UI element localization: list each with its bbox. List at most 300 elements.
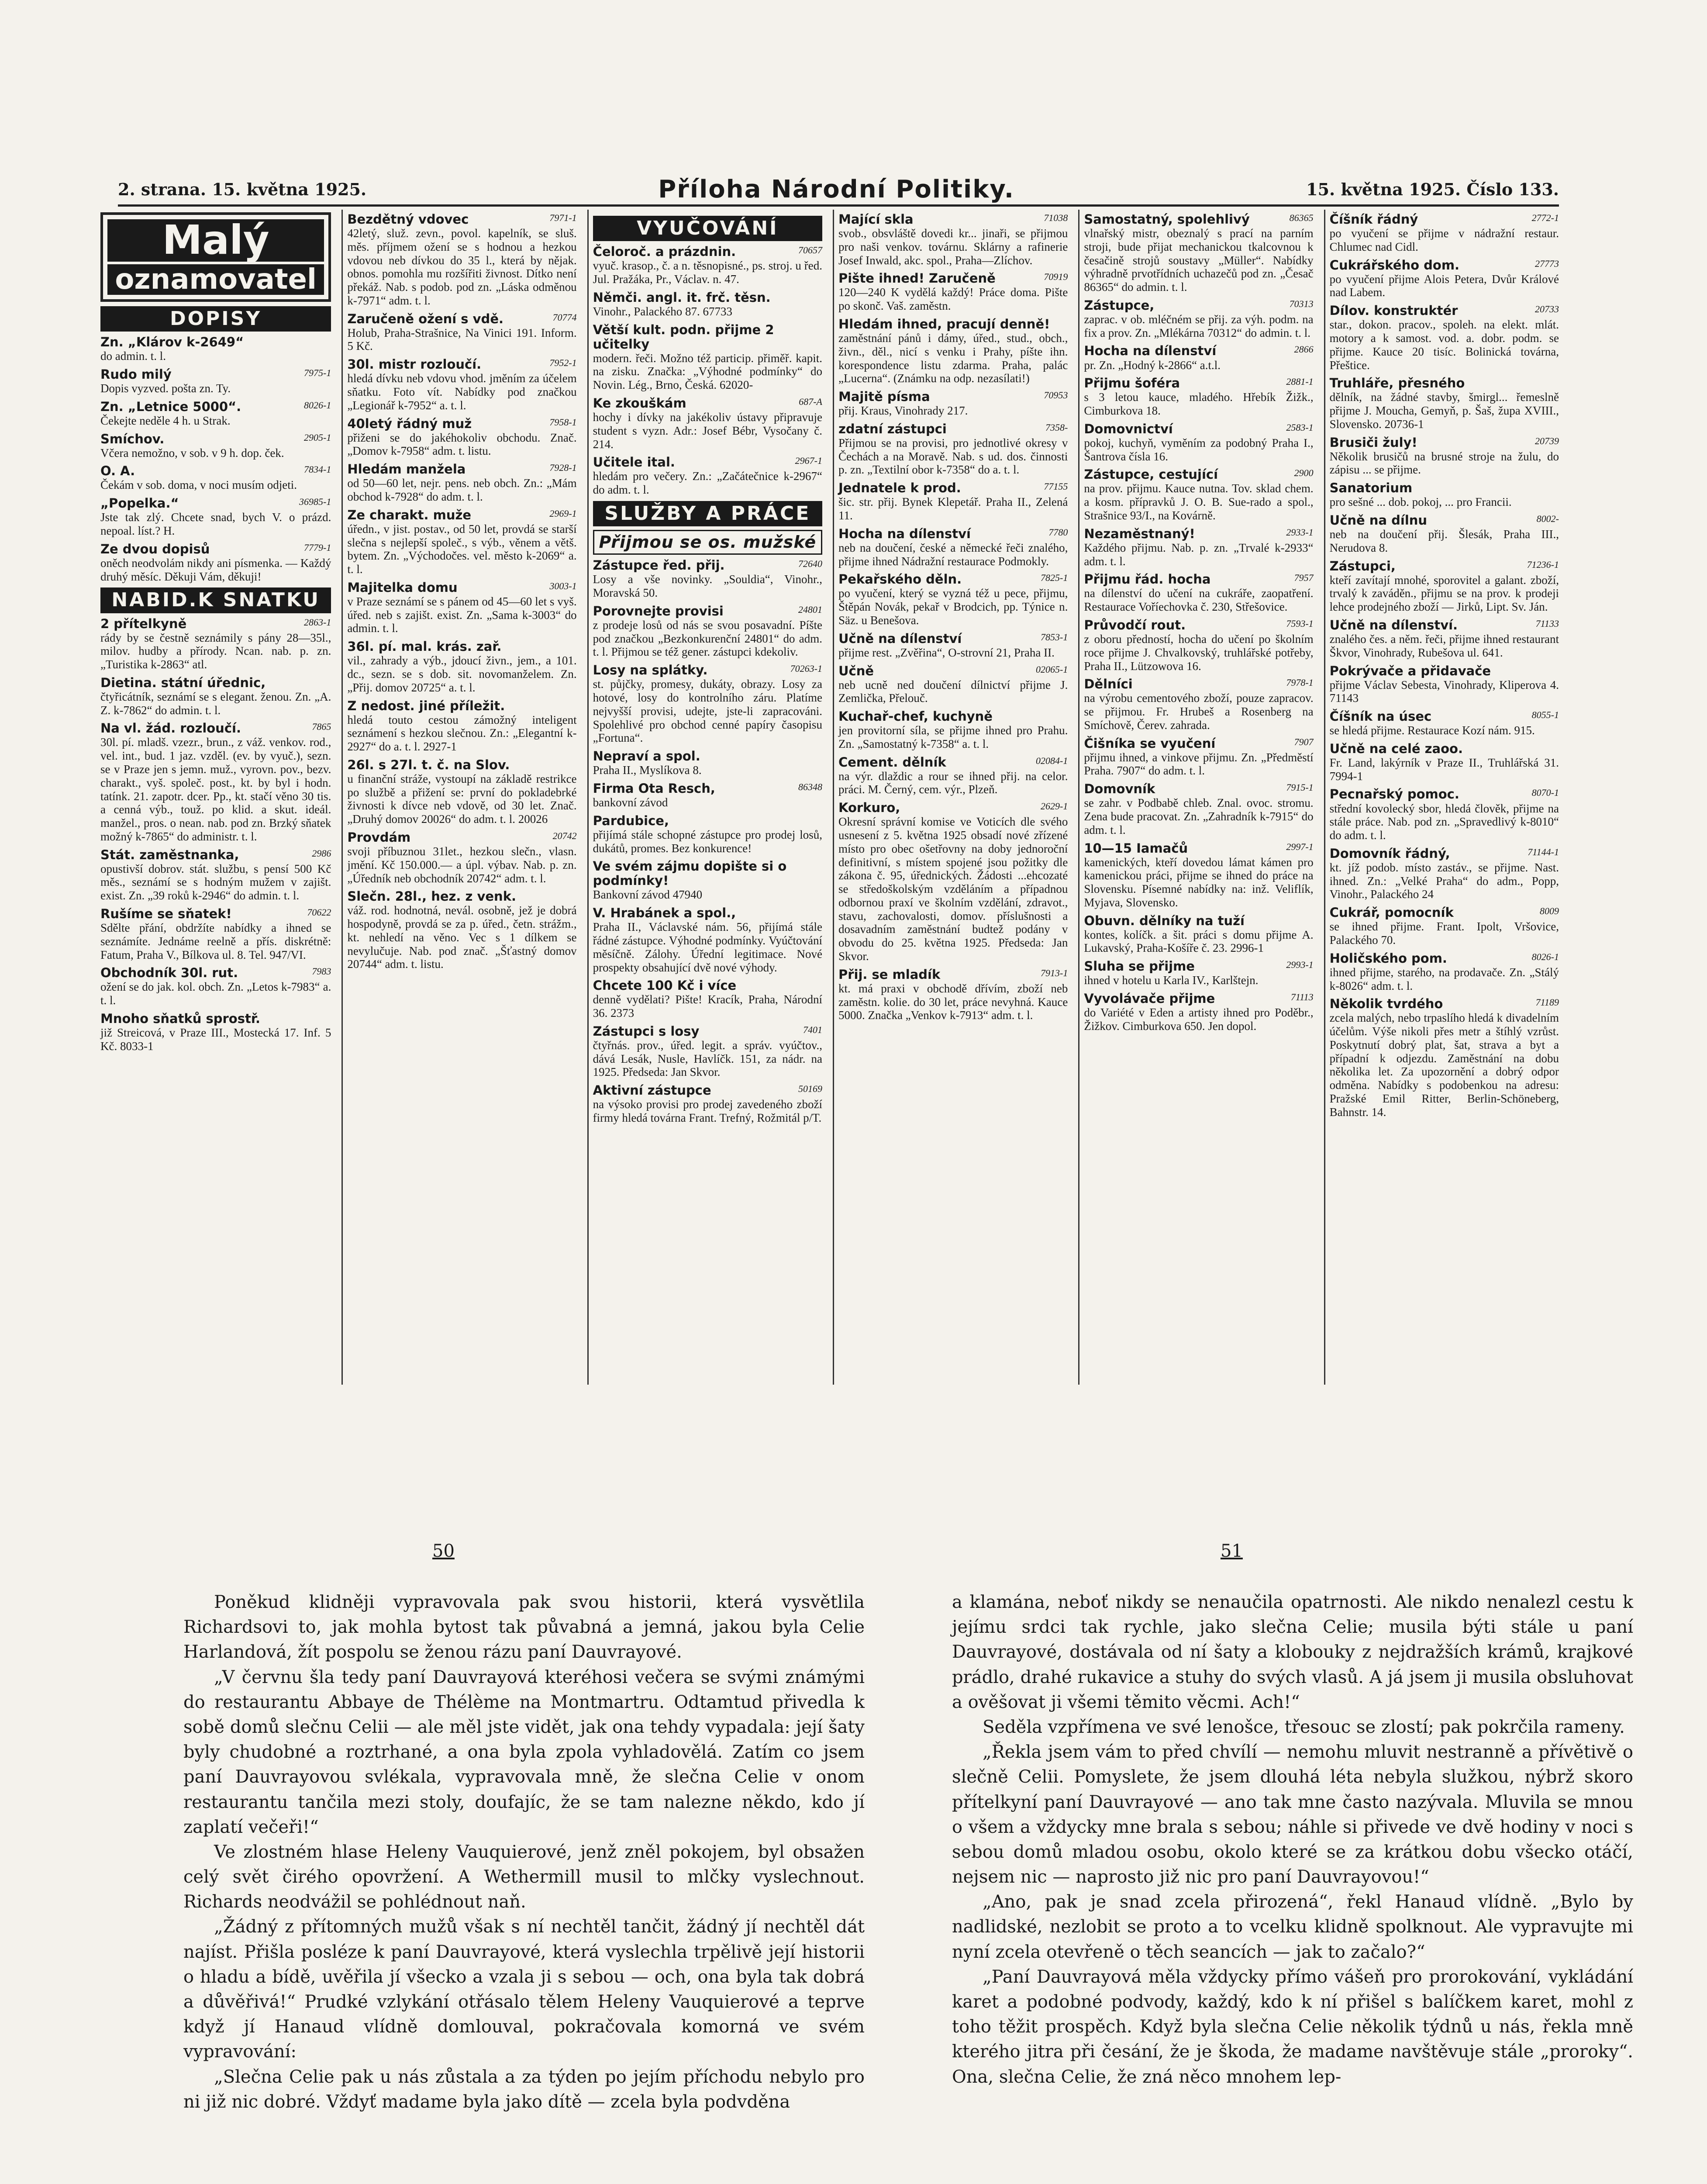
ad-code: 7978-1: [1286, 677, 1314, 688]
ad-heading: Učně na celé zaoo.: [1329, 741, 1463, 756]
classified-ad: [1330, 212, 1559, 254]
classified-ad: [1330, 787, 1559, 842]
ad-heading: Dělníci: [1084, 677, 1133, 692]
ad-text: 30l. pí. mladš. vzezr., brun., z váž. venkov. rod., vel. int., bud. 1 jaz. vzděl. (ev. by vyuč.), sezn. se v Praze jen s jemn. muž., vyrovn. pov., bezv. charakt., vyš. společ. post., kt. by byl i hodn. tatínk. 21. zapotr. dcer. Pp., kt. stačí věno 30 tis. a cenná výb., touž. po klid. a skut. ideál. manžel., pros. o nean. nab. pod zn. Brzký sňatek možný k-7865“ do administr. t. l.: [100, 736, 331, 843]
ad-text: neb ucně ned doučení dílnictví přijme J. Zemlička, Přelouč.: [838, 678, 1068, 705]
ad-heading: 26l. s 27l. t. č. na Slov.: [347, 757, 510, 772]
classified-ad: [100, 335, 331, 363]
ad-heading: Číšník řádný: [1329, 212, 1418, 227]
ad-text: kt. jíž podob. místo zastáv., se přijme. Nast. ihned. Zn.: „Velké Praha“ do adm., Popp, Vinohr., Palackého 24: [1329, 860, 1559, 901]
classified-ad: [1084, 376, 1313, 418]
story-paragraph: „Paní Dauvrayová měla vždycky přímo vášeň pro prorokování, vykládání karet a podobné podvody, každý, kdo k ní přišel s balíčkem karet, mohl z toho těžit prospěch. Když byla slečna Celie několik týdnů u nás, řekla mně kterého jitra při česání, že je škoda, že madame navštěvuje stále „proroky“. Ona, slečna Celie, že zná něco mnohem lep-: [952, 1966, 1633, 2087]
classified-ad: [1084, 959, 1313, 987]
classified-ad: [1084, 298, 1313, 340]
story-column-left: [183, 1590, 865, 2184]
ad-text: do Variété v Eden a artisty ihned pro Poděbr., Žižkov. Cimburkova 650. Jen dopol.: [1084, 1006, 1314, 1033]
classified-ad: [1084, 618, 1313, 673]
ad-text: hledám pro večery. Zn.: „Začátečnice k-2967“ do adm. t. l.: [593, 470, 822, 497]
ad-text: neb na doučení, české a německé řeči znalého, přijme ihned Nádražní restaurace Podmokly.: [838, 541, 1068, 568]
ad-text: bankovní závod: [593, 795, 668, 809]
ad-heading: Z nedost. jiné příležit.: [347, 698, 505, 713]
ad-code: 2629-1: [1041, 801, 1068, 812]
ad-code: 70919: [1044, 271, 1068, 283]
classified-ad: [593, 558, 822, 600]
classified-ad: [1330, 513, 1559, 555]
classified-ad: [838, 390, 1068, 418]
ad-text: ožení se do jak. kol. obch. Zn. „Letos k-7983“ a. t. l.: [100, 980, 331, 1007]
ad-text: jen provitorní síla, se přijme ihned pro Prahu. Zn. „Samostatný k-7358“ a. t. l.: [838, 724, 1068, 750]
classified-ad: [1330, 951, 1559, 993]
classified-ad: [100, 617, 331, 671]
story-paragraph: „Žádný z přítomných mužů však s ní nechtěl tančit, žádný jí nechtěl dát najíst. Přišla posléze k paní Dauvrayové, která vyslechla trpělivě její historii o hladu a bídě, uvěřila jí všecko a vzala ji s sebou — och, ona byla tak dobrá a důvěřivá!“ Prudké vzlykání otřásalo tělem Heleny Vauquierové a teprve když jí Hanaud vlídně domlouval, pokračovala komorná ve svém vypravování:: [183, 1917, 865, 2062]
ad-heading: Sluha se přijme: [1084, 959, 1195, 974]
classified-ad: [100, 464, 331, 492]
ad-heading: Průvodčí rout.: [1084, 617, 1186, 632]
ad-code: 8009: [1539, 905, 1559, 917]
classified-ad: [593, 455, 822, 497]
ad-code: 7593-1: [1286, 618, 1314, 629]
ad-heading: Mnoho sňatků sprostř.: [100, 1011, 261, 1026]
ad-code: 70263-1: [790, 663, 822, 674]
ad-code: 7928-1: [549, 462, 577, 473]
ad-code: 2900: [1294, 467, 1314, 479]
ad-heading: Hocha na dílenství: [1084, 343, 1217, 359]
ad-text: přij. Kraus, Vinohrady 217.: [838, 404, 968, 418]
ad-code: 20742: [552, 830, 577, 841]
classified-ad: [347, 462, 576, 504]
ad-text: pokoj, kuchyň, vyměním za podobný Praha I., Šantrova čísla 16.: [1084, 436, 1314, 463]
ad-text: opustivší dobrov. stát. službu, s pensí 500 Kč měs., seznámí se s hodným mužem v zajišt. exist. Zn. „39 roků k-2946“ do admin. t. l.: [100, 862, 331, 902]
classified-ad: [593, 749, 822, 777]
ad-heading: Přijmu šoféra: [1084, 376, 1180, 391]
header-date-left: 2. strana. 15. května 1925.: [118, 179, 367, 199]
ad-text: Sdělte přání, obdržíte nabídky a ihned se seznámíte. Jednáme reelně a přís. diskrétně: Fatum, Praha V., Bílkova ul. 8. Tel. 947/VI.: [100, 921, 331, 961]
ad-heading: Domovnictví: [1084, 421, 1173, 436]
classified-ad: [593, 245, 822, 286]
ad-text: Fr. Land, lakýrník v Praze II., Truhlářská 31. 7994-1: [1329, 756, 1559, 783]
ad-code: 7915-1: [1286, 782, 1314, 793]
ad-code: 7913-1: [1041, 967, 1068, 978]
ad-text: rády by se čestně seznámily s pány 28—35l., milov. hudby a přírody. Ncan. nab. p. zn. „Turistika k-2863“ atl.: [100, 631, 331, 671]
classified-ad: [1084, 527, 1313, 568]
ad-code: 72640: [798, 558, 822, 570]
ad-heading: V. Hrabánek a spol.,: [593, 905, 736, 921]
classified-ad: [1330, 847, 1559, 901]
ad-text: Bankovní závod 47940: [593, 888, 703, 902]
classified-ad: [838, 572, 1068, 627]
classified-ad: [1084, 422, 1313, 463]
classifieds-section: [96, 210, 1563, 1385]
ad-code: 50169: [798, 1083, 822, 1095]
classified-ad: [593, 604, 822, 659]
classified-ad: [100, 400, 331, 428]
ad-code: 2881-1: [1286, 376, 1314, 387]
classified-ad: [593, 859, 822, 902]
ad-text: Jste tak zlý. Chcete snad, bych V. o prázd. nepoal. líst.? H.: [100, 511, 331, 538]
ad-text: na výrobu cementového zboží, pouze zapracov. se přijmou. Fr. Hrubeš a Rosenberg na Smíchově, Čerev. zahrada.: [1084, 691, 1314, 732]
ad-text: denně vydělati? Pište! Kracík, Praha, Národní 36. 2373: [593, 993, 822, 1020]
ad-text: u finanční stráže, vystoupí na základě restrikce po službě a přižení se: první do pokladebrké živnosti k dívce neb vdově, od 30 let. Znač. „Druhý domov 20026“ do adm. t. l. 20026: [347, 772, 577, 826]
ad-code: 7983: [312, 966, 331, 977]
ad-heading: Zn. „Letnice 5000“.: [100, 399, 241, 414]
ad-code: 2967-1: [795, 455, 822, 467]
classified-ad: [838, 709, 1068, 751]
ad-heading: Zástupci s losy: [593, 1023, 700, 1039]
ad-text: ihned v hotelu u Karla IV., Karlštejn.: [1084, 974, 1259, 987]
ad-heading: Několik tvrdého: [1329, 996, 1443, 1012]
ad-heading: Přijmu řád. hocha: [1084, 572, 1211, 587]
ad-text: kt. má praxi v obchodě dřívím, zboží neb zaměstn. kolie. do 30 let, práce nevyhná. Kauce 5000. Značka „Venkov k-7913“ adm. t. l.: [838, 981, 1068, 1022]
section-vyucovani: VYUČOVÁNÍ: [593, 216, 822, 241]
classified-ad: [838, 632, 1068, 660]
classified-ad: [1330, 709, 1559, 737]
ad-code: 687-A: [799, 396, 822, 407]
ad-text: kontes, kolíčk. a šit. práci s domu přijme A. Lukavský, Praha-Košíře č. 23. 2996-1: [1084, 928, 1314, 955]
ad-heading: Majitelka domu: [347, 580, 458, 595]
ad-text: Čekám v sob. doma, v noci musím odjeti.: [100, 478, 297, 492]
ad-text: po vyučení se přijme v nádražní restaur. Chlumec nad Cidl.: [1329, 227, 1559, 253]
ad-text: se ihned přijme. Frant. Ipolt, Vršovice, Palackého 70.: [1329, 920, 1559, 947]
ad-text: šic. str. přij. Bynek Klepetář. Praha II., Zelená 11.: [838, 495, 1068, 522]
ad-code: 8026-1: [1531, 951, 1559, 962]
ad-heading: Ze dvou dopisů: [100, 541, 210, 556]
classified-ad: [1084, 992, 1313, 1033]
ad-heading: Zástupce řed. přij.: [593, 558, 725, 573]
ad-text: znalého čes. a něm. řeči, přijme ihned restaurant Škvor, Vinohrady, Rubešova ul. 641.: [1329, 632, 1559, 659]
ad-code: 7825-1: [1041, 572, 1068, 584]
ad-heading: zdatní zástupci: [838, 421, 947, 436]
ad-code: 2993-1: [1286, 959, 1314, 971]
ad-code: 7853-1: [1041, 631, 1068, 643]
ad-text: Včera nemožno, v sob. v 9 h. dop. ček.: [100, 446, 284, 460]
header-date-right: 15. května 1925. Číslo 133.: [1306, 179, 1559, 199]
ad-text: na výr. dlaždic a rour se ihned přij. na celor. práci. M. Černý, cem. výr., Plzeň.: [838, 769, 1068, 796]
ad-code: 77155: [1044, 481, 1068, 492]
classified-ad: [593, 663, 822, 745]
ad-code: 70953: [1044, 390, 1068, 401]
ad-heading: Obchodník 30l. rut.: [100, 965, 238, 981]
ad-heading: Ze charakt. muže: [347, 507, 472, 522]
ad-text: Losy a vše novinky. „Souldia“, Vinohr., Moravská 50.: [593, 573, 822, 600]
ad-code: 8026-1: [304, 399, 331, 411]
ad-code: 71236-1: [1527, 559, 1559, 570]
classified-ad: [593, 781, 822, 809]
ad-heading: Obuvn. dělníky na tuží: [1084, 913, 1245, 928]
logo-line-1: Malý: [107, 219, 324, 262]
ad-heading: 10—15 Iamačů: [1084, 840, 1188, 856]
classified-ad: [1084, 212, 1313, 294]
ad-heading: Domovník řádný,: [1329, 846, 1450, 861]
classified-ad: [1330, 742, 1559, 783]
classified-ad: [1330, 258, 1559, 300]
classified-ad: [1330, 559, 1559, 614]
ad-heading: Dietina. státní úřednic,: [100, 675, 266, 690]
logo-line-2: oznamovatel: [107, 264, 324, 295]
ad-text: vlnařský mistr, obeznalý s prací na parním stroji, bude přijat mechanickou tkalcovnou k česačině strojů soustavy „Müller“. Nabídky výhradně prvotřídních uchazečů pod zn. „Česač 86365“ do admin. t. l.: [1084, 227, 1314, 294]
classified-ad: [838, 968, 1068, 1022]
ad-code: 7834-1: [304, 464, 331, 475]
ad-heading: Pokrývače a přidavače: [1329, 663, 1491, 678]
ad-heading: Čeloroč. a prázdnin.: [593, 244, 736, 259]
ad-code: 7975-1: [304, 367, 331, 378]
classified-ad: [100, 542, 331, 584]
section-dopisy: DOPISY: [100, 306, 331, 332]
classified-ad: [347, 212, 576, 308]
ad-text: Okresní správní komise ve Voticích dle svého usnesení z 5. května 1925 obsadí nové zřízené místo pro obec ošetřovny na doby jednoroční definitivní, s místem spojené jsou požitky dle zákona č. 95, úřednických. Žádosti ...ehcozaté se středoškolským vzděláním a případnou odbornou praxí ve školním vzdělání, zdravot., stavu, zachovalosti, domov. příslušnosti a dosavadním zaměstnání budtež podány v obvodu do 25. května 1925. Předseda: Jan Skvor.: [838, 815, 1068, 963]
ad-heading: Samostatný, spolehlivý: [1084, 212, 1250, 227]
ad-text: do admin. t. l.: [100, 349, 166, 363]
ad-code: 2866: [1294, 344, 1314, 355]
ad-text: na prov. přijmu. Kauce nutna. Tov. sklad chem. a kosm. přípravků J. O. B. Sue-rado a spol., Strašnice 93/I., na Kovárně.: [1084, 482, 1314, 522]
ad-heading: Cement. dělník: [838, 754, 946, 770]
ad-code: 7907: [1294, 736, 1314, 747]
ad-text: hledá touto cestou zámožný inteligent seznámení s hezkou slečnou. Zn.: „Elegantní k-2927“ do a. t. l. 2927-1: [347, 713, 577, 753]
classified-ad: [593, 1024, 822, 1079]
classified-ad: [1084, 782, 1313, 836]
classified-ad: [100, 676, 331, 717]
ad-code: 20733: [1535, 304, 1559, 315]
ad-text: zaměstnání pánů i dámy, úřed., stud., obch., živn., děl., nicí s venku i Prahy, píšte ihn. korespondence listu zdarma. Praha, palác „Lucerna“. (Známku na odp. nezasílati!): [838, 331, 1068, 385]
classified-ad: [838, 664, 1068, 705]
ad-heading: Ve svém zájmu dopište si o podmínky!: [593, 859, 787, 888]
ad-text: přiženi se do jakéhokoliv obchodu. Znač. „Domov k-7958“ adm. t. listu.: [347, 431, 577, 458]
ad-heading: Učitele ital.: [593, 455, 675, 470]
ad-code: 71144-1: [1528, 846, 1559, 857]
ad-heading: Učně na dílenství.: [1329, 617, 1458, 632]
ad-code: 2986: [312, 847, 331, 859]
ad-heading: 30l. mistr rozloučí.: [347, 357, 482, 372]
ad-heading: Učně na dílnu: [1329, 513, 1428, 528]
classified-ad: [100, 432, 331, 460]
ad-heading: Zaručeně ožení s vdě.: [347, 311, 503, 326]
ad-text: star., dokon. pracov., spoleh. na elekt. mlát. motory a k samost. vod. a. dobr. podm. se přijme. Kauce 20 tisíc. Bolinická továrna, Přeštice.: [1329, 318, 1559, 372]
section-sluzby-a-prace: SLUŽBY A PRÁCE: [593, 501, 822, 526]
classified-ad: [347, 639, 576, 694]
ad-text: oněch neodvolám nikdy ani písmenka. — Každý druhý měsíc. Děkuji Vám, děkuji!: [100, 556, 331, 583]
classified-ad: [347, 699, 576, 753]
ad-text: 120—240 K vydělá každý! Práce doma. Pište po skonč. Vaš. zaměstn.: [838, 286, 1068, 313]
classified-ad: [1330, 997, 1559, 1119]
ad-heading: Rušíme se sňatek!: [100, 906, 232, 921]
ad-heading: Zástupce, cestující: [1084, 467, 1218, 482]
ad-code: 8070-1: [1531, 787, 1559, 798]
ad-text: pr. Zn. „Hodný k-2866“ a.t.l.: [1084, 358, 1221, 372]
ad-code: 7958-1: [549, 416, 577, 428]
classified-ad: [347, 581, 576, 635]
classified-ad: [347, 758, 576, 826]
ad-code: 2863-1: [304, 616, 331, 628]
story-paragraph: „Řekla jsem vám to před chvílí — nemohu mluvit nestranně a přívětivě o slečně Celii. Pomyslete, že jsem dlouhá léta nebyla služkou, nýbrž skoro přítelkyní paní Dauvrayové — ano tak mne často nazývala. Mluvila se mnou o všem a vždycky mne brala s sebou; náhle si přivede ve dvě hodiny v noci s sebou domů mladou osobu, okolo které se za krátkou dobu všecko otáčí, nejsem nic — naprosto již nic pro paní Dauvrayovou!“: [952, 1742, 1633, 1887]
ad-heading: Ke zkouškám: [593, 395, 686, 411]
ad-code: 24801: [798, 604, 822, 615]
classifieds-column-4: [833, 210, 1072, 1385]
classified-ad: [838, 755, 1068, 797]
ad-heading: Truhláře, přesného: [1329, 376, 1465, 391]
classified-ad: [838, 271, 1068, 313]
ad-code: 86348: [798, 781, 822, 792]
ad-text: ihned přijme, starého, na prodavače. Zn. „Stálý k-8026“ adm. t. l.: [1329, 965, 1559, 992]
ad-code: 20739: [1535, 435, 1559, 446]
ad-code: 7779-1: [304, 542, 331, 553]
classified-ad: [1084, 572, 1313, 614]
classified-ad: [347, 889, 576, 971]
classified-ad: [1330, 664, 1559, 705]
ad-heading: 40letý řádný muž: [347, 416, 472, 431]
ad-text: z oboru předností, hocha do učení po školním roce přijme J. Chvalkovský, truhlářské potřeby, Praha II., Lützowova 16.: [1084, 632, 1314, 673]
ad-code: 7358-: [1045, 422, 1068, 433]
classified-ad: [1084, 914, 1313, 955]
story-paragraph: a klamána, neboť nikdy se nenaučila opatrnosti. Ale nikdo nenalezl cestu k jejímu srdci tak rychle, jako slečna Celie; musila býti stále u paní Dauvrayové, dostávala od ní šaty a klobouky z nejdražších krámů, krajkové prádlo, drahé rukavice a stuhy do svých vlasů. A já jsem ji musila obsluhovat a ověšovat ji všemi těmito věcmi. Ach!“: [952, 1592, 1633, 1712]
ad-heading: O. A.: [100, 463, 135, 479]
ad-code: 36985-1: [299, 496, 331, 508]
ad-code: 2997-1: [1286, 841, 1314, 852]
ad-code: 71189: [1535, 997, 1559, 1008]
classified-ad: [1330, 376, 1559, 431]
story-paragraph: Poněkud klidněji vypravovala pak svou historii, která vysvětlila Richardsovi to, jak mohla bytost tak půvabná a jemná, jakou byla Celie Harlandová, žít pospolu se ženou rázu paní Dauvrayové.: [183, 1592, 865, 1662]
classified-ad: [347, 417, 576, 458]
ad-code: 70657: [798, 245, 822, 256]
page-number-right: 51: [1221, 1541, 1243, 1561]
ad-text: čtyřicátník, seznámí se s elegant. ženou. Zn. „A. Z. k-7862“ do admin. t. l.: [100, 690, 331, 717]
ad-text: po vyučení přijme Alois Petera, Dvůr Králové nad Labem.: [1329, 272, 1559, 299]
ad-text: Několik brusičů na brusné stroje na žulu, do zápisu ... se přijme.: [1329, 449, 1559, 477]
ad-text: zcela malých, nebo trpaslího hledá k divadelním účelům. Výše nikoli přes metr a štíhlý vzrůst. Poskytnutí dobrý plat, šat, strava a byt a případní k odjezdu. Zaměstnání na dobu několika let. Za upozornění a dobrý odpor odměna. Nabídky s podobenkou na adresu: Pražské Emil Ritter, Berlin-Schöneberg, Bahnstr. 14.: [1329, 1011, 1559, 1119]
ad-heading: Kuchař-chef, kuchyně: [838, 709, 993, 724]
classifieds-column-1: [96, 210, 335, 1385]
classified-ad: [593, 396, 822, 451]
classifieds-column-3: [587, 210, 827, 1385]
ad-text: po vyučení, který se vyzná též u pece, přijmu, Štěpán Novák, pekař v Brodcich, pp. Týnice n. Säz. u Benešova.: [838, 587, 1068, 627]
classified-ad: [838, 527, 1068, 568]
ad-heading: Nezaměstnaný!: [1084, 526, 1195, 541]
ad-text: kamenických, kteří dovedou lámat kámen pro kamenickou práci, přijme se ihned do práce na Slovensku. Písemné nabídky na: inž. Veliflík, Myjava, Slovensko.: [1084, 855, 1314, 909]
ad-code: 7865: [312, 721, 331, 733]
ad-heading: Mající skla: [838, 212, 914, 227]
ad-code: 7952-1: [549, 357, 577, 369]
classified-ad: [838, 212, 1068, 267]
maly-oznamovatel-logo: [100, 212, 331, 302]
ad-heading: Bezdětný vdovec: [347, 212, 469, 227]
ad-text: kteří zavítají mnohé, sporovitel a galant. zboží, trvalý k zaváděn., přijmu se na prov. k prodeji lehce prodejného zboží — Jirků, Lipt. Sv. Ján.: [1329, 573, 1559, 614]
ad-text: Čekejte neděle 4 h. u Strak.: [100, 414, 231, 427]
ad-text: z prodeje losů od nás se svou posavadní. Píšte pod značkou „Bezkonkurenční 24801“ do adm. t. l. Přijmou se též gener. zástupci kdekoliv.: [593, 618, 822, 659]
ad-heading: Přij. se mladík: [838, 967, 941, 982]
ad-heading: Pište ihned! Zaručeně: [838, 271, 996, 286]
story-column-right: [952, 1590, 1633, 2184]
classified-ad: [347, 508, 576, 576]
ad-text: již Streicová, v Praze III., Mostecká 17. Inf. 5 Kč. 8033-1: [100, 1026, 331, 1053]
classified-ad: [593, 1083, 822, 1125]
ad-heading: Korkuro,: [838, 800, 900, 816]
ad-text: hochy i dívky na jakékoliv ústavy připravuje student s vyzn. Adr.: Josef Bébr, Vysočany č. 214.: [593, 410, 822, 451]
header-title: Příloha Národní Politiky.: [658, 175, 1015, 204]
ad-heading: Čišníka se vyučení: [1084, 736, 1216, 751]
ad-text: vil., zahrady a výb., jdoucí živn., jem., a 101. dc., sezn. se s dob. sit. novomanželem. Zn. „Přij. domov 20725“ a. t. l.: [347, 654, 577, 694]
ad-text: st. půjčky, promesy, dukáty, obrazy. Losy za hotové, losy do kontrolního záru. Platíme nejvyšší provisi, udejte, jste-li zapracováni. Spolehlivé pro obchod cenné papíry časopisu „Fortuna“.: [593, 677, 822, 745]
classified-ad: [838, 801, 1068, 963]
ad-text: přijme Václav Sebesta, Vinohrady, Kliperova 4. 71143: [1329, 678, 1559, 705]
section-prijmou-muzske: Přijmou se os. mužské: [593, 530, 822, 555]
ad-text: úředn., v jist. postav., od 50 let, provdá se starší slečna s nejlepší společ., s výb., věnem a větš. bytem. Zn. „Východočes. vel. město k-2069“ a. t. l.: [347, 522, 577, 576]
classified-ad: [1330, 481, 1559, 509]
ad-text: přijmu ihned, a vinkove přijmu. Zn. „Předměstí Praha. 7907“ do adm. t. l.: [1084, 750, 1314, 778]
classifieds-column-6: [1324, 210, 1563, 1385]
classifieds-column-5: [1078, 210, 1317, 1385]
classified-ad: [1330, 435, 1559, 477]
classified-ad: [100, 721, 331, 843]
ad-text: zaprac. v ob. mléčném se přij. za výh. podm. na fix a prov. Zn. „Mlékárna 70312“ do admin. t. l.: [1084, 312, 1314, 339]
ad-heading: Němči. angl. it. frč. těsn.: [593, 290, 771, 305]
classified-ad: [838, 481, 1068, 522]
ad-code: 86365: [1289, 212, 1314, 223]
ad-text: dělník, na žádné stavby, šmirgl... řemeslně přijme J. Moucha, Gemyň, p. Šaš, župa XVIII., Slovensko. 20736-1: [1329, 390, 1559, 431]
ad-code: 2933-1: [1286, 526, 1314, 538]
ad-text: přijímá stále schopné zástupce pro prodej losů, dukátů, promes. Bez konkurence!: [593, 828, 822, 855]
ad-code: 71133: [1535, 618, 1559, 629]
ad-heading: Porovnejte provisi: [593, 603, 724, 619]
ad-code: 7971-1: [549, 212, 577, 223]
ad-text: od 50—60 let, nejr. pens. neb obch. Zn.: „Mám obchod k-7928“ do adm. t. l.: [347, 477, 577, 503]
ad-code: 7957: [1294, 572, 1314, 584]
classified-ad: [100, 966, 331, 1007]
ad-heading: Slečn. 28l., hez. z venk.: [347, 889, 516, 904]
ad-heading: Cukrářského dom.: [1329, 257, 1460, 273]
ad-code: 70774: [552, 311, 577, 323]
ad-heading: Pekařského děln.: [838, 572, 962, 587]
classified-ad: [1084, 736, 1313, 778]
ad-code: 7780: [1048, 526, 1068, 538]
ad-text: hledá dívku neb vdovu vhod. jměním za účelem sňatku. Foto vít. Nabídky pod značkou „Legionář k-7952“ a. t. l.: [347, 372, 577, 412]
ad-text: čtyřnás. prov., úřed. legit. a správ. vyúčtov., dává Lesák, Nusle, Havlíčk. 151, za nádr. na 1925. Předseda: Jan Skvor.: [593, 1038, 822, 1079]
ad-code: 70313: [1289, 298, 1314, 309]
ad-code: 2583-1: [1286, 422, 1314, 433]
ad-heading: Rudo milý: [100, 366, 172, 382]
ad-text: vyuč. krasop., č. a n. těsnopisné., ps. stroj. u řed. Jul. Pražáka, Pr., Václav. n. 47.: [593, 259, 822, 286]
ad-text: Praha II., Václavské nám. 56, přijímá stále řádné zástupce. Výhodné podmínky. Vyúčtování měsíčně. Zálohy. Úřední legitimace. Nové prospekty obsahující dvě nové výhody.: [593, 920, 822, 974]
classified-ad: [1330, 618, 1559, 660]
classified-ad: [347, 830, 576, 885]
ad-heading: Stát. zaměstnanka,: [100, 847, 239, 862]
ad-heading: Losy na splátky.: [593, 663, 708, 678]
ad-heading: Učně na dílenství: [838, 631, 962, 646]
ad-heading: Větší kult. podn. přijme 2 učitelky: [593, 322, 774, 352]
ad-heading: Dílov. konstruktér: [1329, 303, 1458, 318]
ad-heading: Sanatorium: [1329, 480, 1413, 496]
story-paragraph: „Slečna Celie pak u nás zůstala a za týden po jejím příchodu nebylo pro ni již nic dobré. Vždyť madame byla jako dítě — zcela byla podvděna: [183, 2067, 865, 2112]
classified-ad: [593, 814, 822, 855]
classified-ad: [347, 312, 576, 353]
ad-code: 8055-1: [1531, 709, 1559, 721]
classifieds-column-2: [341, 210, 581, 1385]
ad-text: pro sešné ... dob. pokoj, ... pro Francii.: [1329, 495, 1512, 509]
story-paragraph: „V červnu šla tedy paní Dauvrayová kteréhosi večera se svými známými do restaurantu Abbaye de Thélème na Montmartru. Odtamtud přivedla k sobě domů slečnu Celii — ale měl jste vidět, jak ona tehdy vypadala: její šaty byly chudobné a roztrhané, a ona byla zpola vyhladovělá. Zatím co jsem paní Dauvrayovou svlékala, vypravovala mně, že slečna Celie v onom restaurantu tančila mezi stoly, doufajíc, že se tam nalezne někdo, kdo jí zaplatí večeři!“: [183, 1667, 865, 1837]
ad-code: 02065-1: [1036, 663, 1068, 675]
classified-ad: [1084, 677, 1313, 732]
ad-text: na dílenství do učení na cukráře, zaopatření. Restaurace Voříechovka č. 230, Střešovice.: [1084, 587, 1314, 614]
ad-heading: Číšník na úsec: [1329, 709, 1432, 724]
ad-heading: Firma Ota Resch,: [593, 781, 715, 796]
ad-heading: Vyvolávače přijme: [1084, 991, 1215, 1006]
ad-heading: „Popelka.“: [100, 496, 179, 511]
classified-ad: [100, 496, 331, 538]
classified-ad: [100, 907, 331, 961]
page-header: [118, 174, 1559, 207]
ad-text: se zahr. v Podbabě chleb. Znal. ovoc. stromu. Zena bude pracovat. Zn. „Zahradník k-7915“ do adm. t. l.: [1084, 796, 1314, 836]
ad-heading: Hledám ihned, pracují denně!: [838, 316, 1050, 332]
classified-ad: [1084, 344, 1313, 372]
ad-text: přijme rest. „Zvěřina“, O-strovní 21, Praha II.: [838, 646, 1055, 659]
ad-heading: Smíchov.: [100, 431, 165, 446]
